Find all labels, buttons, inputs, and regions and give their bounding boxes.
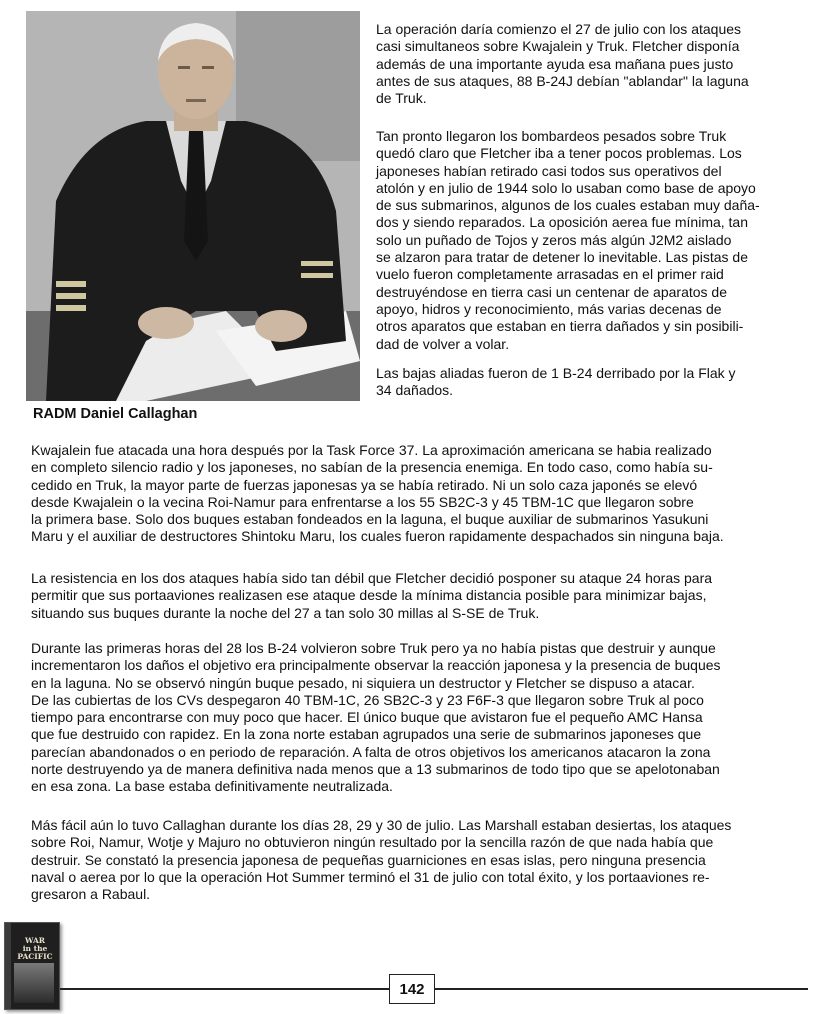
book-spine <box>5 923 11 1009</box>
portrait-illustration <box>26 11 360 401</box>
footer-rule-left <box>60 988 389 990</box>
paragraph-operation-start: La operación daría comienzo el 27 de julio con los ataques casi simultaneos sobre Kwajalein y Truk. Fletcher disponía además de una importante ayuda esa mañana pues justo antes de sus ataques, 88 B-24J debían "ablandar" la laguna de Truk. <box>376 21 749 107</box>
paragraph-july-28: Durante las primeras horas del 28 los B-24 volvieron sobre Truk pero ya no había pistas que destruir y aunque incrementaron los daños el objetivo era principalmente observar la reacción japonesa y la presencia de buques en la laguna. No se observó ningún buque pesado, ni siquiera un destructor y Fletcher se dispuso a atacar. De las cubiertas de los CVs despegaron 40 TBM-1C, 26 SB2C-3 y 23 F6F-3 que llegaron sobre Truk al poco tiempo para encontrarse con muy poco que hacer. El único buque que avistaron fue el pequeño AMC Hansa que fue destruido con rapidez. En la zona norte estaban agrupados una serie de submarinos japoneses que parecían abandonados o en periodo de reparación. A falta de otros objetivos los americanos atacaron la zona norte destruyendo ya de manera definitiva nada menos que a 13 submarinos de todo tipo que se apelotonaban en esa zona. La base estaba definitivamente neutralizada. <box>31 640 721 795</box>
page-number: 142 <box>389 974 435 1004</box>
book-title <box>13 937 57 961</box>
book-title-line: WAR <box>25 936 45 945</box>
book-title-line: in the <box>22 944 48 953</box>
paragraph-truk-bombing: Tan pronto llegaron los bombardeos pesados sobre Truk quedó claro que Fletcher iba a tener pocos problemas. Los japoneses habían retirado casi todos sus operativos del atolón y en julio de 1944 solo lo usaban como base de apoyo de sus submarinos, algunos de los cuales estaban muy daña- dos y siendo reparados. La oposición aerea fue mínima, tan solo un puñado de Tojos y zeros más algún J2M2 aislado se alzaron para tratar de detener lo inevitable. Las pistas de vuelo fueron completamente arrasadas en el primer raid destruyéndose en tierra casi un centenar de aparatos de apoyo, hidros y reconocimiento, más varias decenas de otros aparatos que estaban en tierra dañados y sin posibili- dad de volver a volar. <box>376 128 760 352</box>
paragraph-kwajalein-attack: Kwajalein fue atacada una hora después por la Task Force 37. La aproximación americana se habia realizado en completo silencio radio y los japoneses, no sabían de la presencia enemiga. En todo caso, como había su- cedido en Truk, la mayor parte de fuerzas japonesas ya se había retirado. Ni un solo caza japonés se elevó desde Kwajalein o la vecina Roi-Namur para enfrentarse a los 55 SB2C-3 y 45 TBM-1C que llegaron sobre la primera base. Solo dos buques estaban fondeados en la laguna, el buque auxiliar de submarinos Yasukuni Maru y el auxiliar de destructores Shintoku Maru, los cuales fueron rapidamente despachados sin ninguna baja. <box>31 442 724 545</box>
book-cover-art <box>14 963 54 1003</box>
book-title-line: PACIFIC <box>17 952 53 961</box>
photo-caption: RADM Daniel Callaghan <box>33 406 198 422</box>
paragraph-allied-losses: Las bajas aliadas fueron de 1 B-24 derribado por la Flak y 34 dañados. <box>376 365 736 399</box>
officer-portrait-photo <box>26 11 360 401</box>
book-cover-thumbnail <box>4 922 60 1010</box>
footer-rule-right <box>433 988 808 990</box>
paragraph-resistance: La resistencia en los dos ataques había sido tan débil que Fletcher decidió posponer su ataque 24 horas para permitir que sus portaaviones realizasen ese ataque desde la mínima distancia posible para minimizar bajas, situando sus buques durante la noche del 27 a tan solo 30 millas al S-SE de Truk. <box>31 570 713 621</box>
paragraph-callaghan: Más fácil aún lo tuvo Callaghan durante los días 28, 29 y 30 de julio. Las Marshall estaban desiertas, los ataques sobre Roi, Namur, Wotje y Majuro no obtuvieron ningún resultado por la sencilla razón de que nada había que destruir. Se constató la presencia japonesa de pequeñas guarniciones en esas islas, pero ninguna presencia naval o aerea por lo que la operación Hot Summer terminó el 31 de julio con total éxito, y los portaaviones re- gresaron a Rabaul. <box>31 817 732 903</box>
